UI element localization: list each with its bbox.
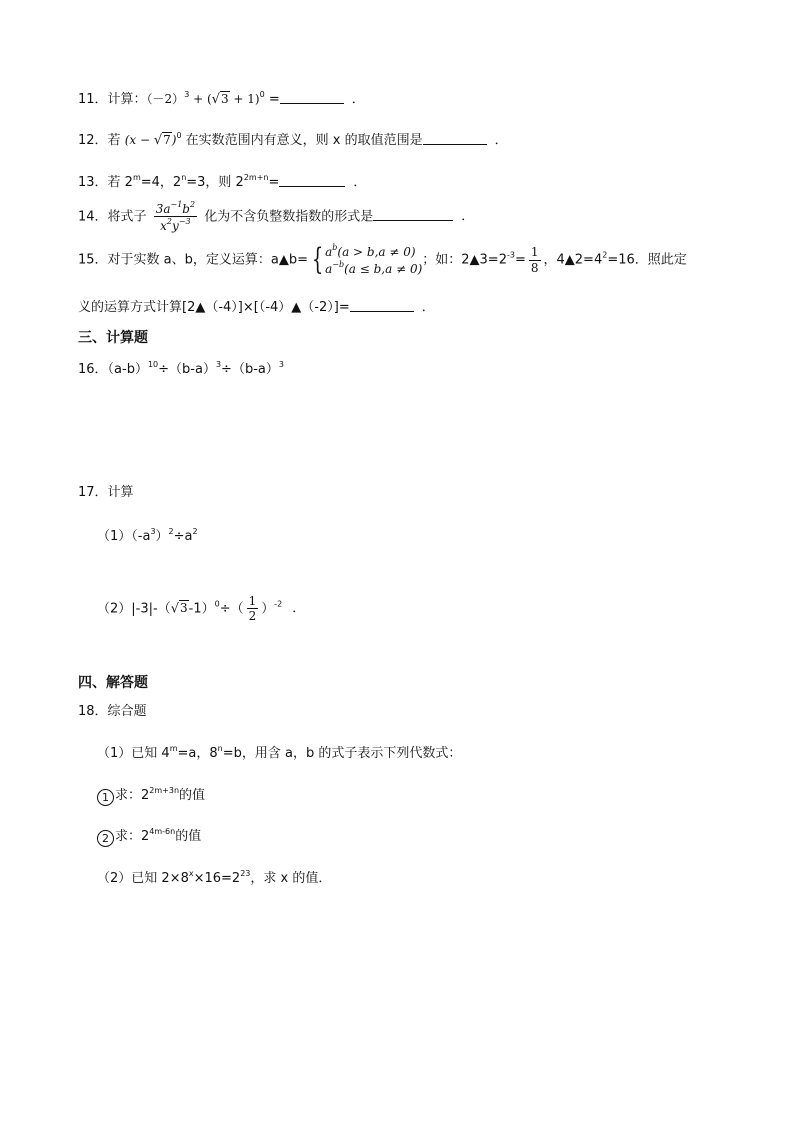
q14-exp4: −3 bbox=[178, 217, 191, 227]
q12-expr-a: (x − bbox=[124, 133, 154, 147]
q18-p2-b: ×16=2 bbox=[193, 871, 241, 886]
q17-p2-e1: 0 bbox=[214, 599, 220, 609]
answer-blank[interactable] bbox=[350, 299, 414, 312]
q18-p2-c: ，求 x 的值． bbox=[250, 871, 332, 886]
q15-exp-c: 2 bbox=[602, 250, 608, 260]
sqrt-symbol: √ bbox=[170, 601, 179, 617]
question-18-part2 bbox=[97, 869, 331, 887]
q11-base: （－2） bbox=[146, 92, 185, 106]
question-17-part1 bbox=[97, 527, 198, 545]
q16-t3: ÷（b-a） bbox=[221, 362, 279, 377]
q18-s2-e: 4m-6n bbox=[149, 827, 176, 836]
q17-p1-c: ÷a bbox=[173, 529, 193, 544]
piecewise-definition bbox=[308, 243, 422, 277]
question-18-title: 18．综合题 bbox=[78, 704, 147, 719]
question-11 bbox=[78, 90, 365, 108]
question-16 bbox=[78, 360, 284, 378]
q17-p1-e2: 2 bbox=[168, 527, 174, 536]
q16-t1: 16．（a-b） bbox=[78, 362, 148, 377]
q17-p1-a: （1）（-a bbox=[97, 529, 151, 544]
q11-rest: + 1) bbox=[229, 92, 260, 106]
q15-frac-num: 1 bbox=[530, 245, 539, 260]
q17-p1-e3: 2 bbox=[192, 527, 198, 536]
q13-e3: 2m+n bbox=[243, 173, 269, 182]
question-13 bbox=[78, 173, 366, 191]
answer-blank[interactable] bbox=[279, 174, 345, 187]
q17-p1-e1: 3 bbox=[150, 527, 156, 536]
q17-p2-d: ） bbox=[261, 601, 275, 617]
question-18-part1 bbox=[97, 744, 461, 762]
q18-p1-e2: n bbox=[217, 744, 223, 753]
q18-s1-b: 的值 bbox=[179, 788, 206, 803]
q13-t3: = bbox=[268, 175, 280, 190]
q17-frac-den: 2 bbox=[248, 609, 257, 624]
section-heading-4: 四、解答题 bbox=[78, 675, 148, 691]
q16-e2: 3 bbox=[215, 360, 222, 369]
question-15-line2 bbox=[78, 299, 435, 316]
q17-p2-e2: -2 bbox=[274, 599, 283, 609]
q15-end: ． bbox=[421, 300, 435, 315]
q14-exp3: 2 bbox=[166, 217, 173, 227]
q18-s2-b: 的值 bbox=[175, 829, 202, 844]
question-17-title: 17．计算 bbox=[78, 485, 134, 500]
q14-exp2: 2 bbox=[189, 200, 196, 209]
q15-text-c: ，4▲2=4 bbox=[543, 252, 603, 268]
question-18-sub2 bbox=[97, 827, 201, 847]
answer-blank[interactable] bbox=[423, 132, 487, 145]
q18-p2-a: （2）已知 2×8 bbox=[97, 871, 189, 886]
q12-end: ． bbox=[494, 133, 508, 148]
q11-root: 3 bbox=[220, 92, 229, 106]
q17-fraction bbox=[247, 594, 259, 624]
q17-p2-b: -1） bbox=[188, 601, 215, 617]
sqrt-symbol: √ bbox=[211, 92, 220, 107]
q11-label: 11．计算： bbox=[78, 92, 147, 107]
circled-number-2: 2 bbox=[97, 830, 114, 847]
q15-text-b: = bbox=[514, 252, 526, 268]
q14-den-x: x bbox=[160, 219, 167, 234]
q17-frac-num: 1 bbox=[248, 594, 257, 608]
q14-den-y: y bbox=[172, 219, 179, 234]
q15-fraction bbox=[529, 245, 541, 275]
q18-p2-e1: x bbox=[188, 869, 194, 878]
q14-num-a: 3a bbox=[155, 202, 171, 216]
q16-t2: ÷（b-a） bbox=[158, 362, 216, 377]
q17-p2-root: 3 bbox=[179, 601, 188, 616]
q14-text: 化为不含负整数指数的形式是 bbox=[200, 209, 374, 225]
q11-exp1: 3 bbox=[184, 90, 190, 99]
q18-p1-a: （1）已知 4 bbox=[97, 746, 170, 761]
q13-t2: =3，则 2 bbox=[186, 175, 244, 190]
q15-line2: 义的运算方式计算[2▲（-4）]×[（-4）▲（-2）]= bbox=[78, 300, 350, 315]
q12-exp: 0 bbox=[176, 131, 182, 140]
question-17-part2 bbox=[97, 594, 305, 624]
question-14 bbox=[78, 200, 474, 234]
q18-p1-c: =b，用含 a，b 的式子表示下列代数式： bbox=[222, 746, 462, 761]
q13-label: 13．若 2 bbox=[78, 175, 133, 190]
q18-p1-b: =a，8 bbox=[177, 746, 218, 761]
q11-eq: = bbox=[264, 92, 280, 107]
q17-p2-a: （2）|-3|-（ bbox=[97, 601, 171, 617]
q11-plus: + ( bbox=[189, 92, 212, 106]
question-12 bbox=[78, 131, 508, 149]
sqrt-symbol: √ bbox=[153, 133, 163, 148]
q13-e2: n bbox=[181, 173, 187, 182]
q18-p1-e1: m bbox=[169, 744, 178, 753]
q14-end: ． bbox=[461, 209, 475, 225]
question-18-sub1 bbox=[97, 786, 205, 806]
case-2: $a^{-b}(a \le b,a \ne 0)$ bbox=[325, 260, 423, 276]
q14-num-b: b bbox=[182, 202, 190, 216]
q17-p1-b: ） bbox=[155, 529, 169, 544]
q12-label: 12．若 bbox=[78, 133, 121, 148]
answer-blank[interactable] bbox=[373, 208, 453, 221]
q13-end: ． bbox=[353, 175, 367, 190]
q18-s2-a: 求：2 bbox=[115, 829, 150, 844]
q16-e1: 10 bbox=[147, 360, 159, 369]
q15-exp-a: -3 bbox=[506, 250, 515, 260]
q13-e1: m bbox=[132, 173, 141, 182]
q11-exp2: 0 bbox=[259, 90, 265, 99]
section-heading-3: 三、计算题 bbox=[78, 330, 148, 346]
q17-p2-c: ÷（ bbox=[219, 601, 244, 617]
q14-fraction bbox=[154, 200, 197, 234]
q14-exp1: −1 bbox=[170, 200, 183, 209]
q12-root: 7 bbox=[163, 133, 171, 147]
question-15 bbox=[78, 243, 687, 277]
q14-label: 14．将式子 bbox=[78, 209, 147, 225]
q15-text-d: =16．照此定 bbox=[607, 252, 687, 268]
q12-expr-b: ) bbox=[171, 133, 177, 147]
q13-t1: =4，2 bbox=[140, 175, 182, 190]
q18-s1-a: 求：2 bbox=[115, 788, 150, 803]
q15-label: 15．对于实数 a、b，定义运算：a▲b= bbox=[78, 252, 309, 268]
q15-frac-den: 8 bbox=[530, 260, 539, 275]
q12-text: 在实数范围内有意义，则 x 的取值范围是 bbox=[181, 133, 423, 148]
answer-blank[interactable] bbox=[280, 91, 344, 104]
q16-e3: 3 bbox=[278, 360, 284, 369]
q17-p2-end: ． bbox=[292, 601, 306, 617]
circled-number-1: 1 bbox=[97, 789, 114, 806]
q18-p2-e2: 23 bbox=[240, 869, 251, 878]
left-brace: { bbox=[311, 242, 324, 277]
q18-s1-e: 2m+3n bbox=[149, 786, 180, 795]
q15-text-a: ；如：2▲3=2 bbox=[422, 252, 507, 268]
q11-end: ． bbox=[351, 92, 365, 107]
case-1: $a^b(a > b,a \ne 0)$ bbox=[325, 243, 416, 259]
